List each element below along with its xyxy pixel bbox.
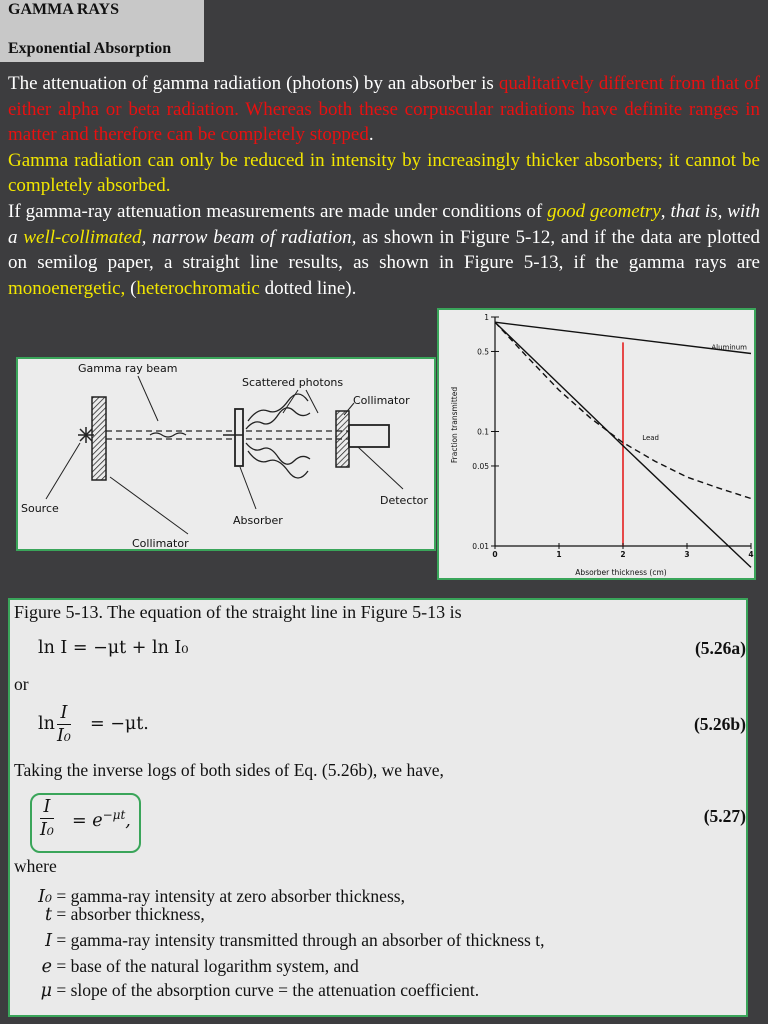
label-source: Source — [21, 502, 59, 515]
equation-5-26a-row — [10, 638, 746, 664]
equation-5-27-exponent: −μt — [102, 808, 126, 822]
definition-symbol: μ — [40, 981, 52, 1001]
label-absorber: Absorber — [233, 514, 283, 527]
body-text — [8, 71, 760, 301]
slide-subtitle: Exponential Absorption — [8, 40, 172, 57]
equation-5-26a-number: (5.26a) — [694, 638, 746, 658]
definition-symbol: e — [41, 957, 52, 977]
p3-text-c: , — [141, 226, 153, 248]
definition-symbol: I₀ — [38, 887, 52, 907]
label-scattered-photons: Scattered photons — [242, 376, 344, 389]
p3-text-b: , — [660, 200, 671, 222]
p3-that-is: that is, with a — [8, 200, 760, 248]
chart-series-label-lead: Lead — [642, 433, 660, 442]
chart-x-tick-label: 4 — [748, 550, 754, 559]
p3-text-f: dotted line). — [259, 277, 357, 299]
definition-text: = gamma-ray intensity transmitted through an absorber of thickness t, — [56, 930, 545, 950]
chart-y-tick-label: 0.01 — [472, 542, 489, 551]
attenuation-chart-panel — [437, 308, 756, 580]
chart-x-axis-label: Absorber thickness (cm) — [575, 568, 667, 577]
chart-y-tick-label: 0.05 — [472, 461, 489, 471]
equation-5-27-base: = e — [72, 810, 103, 831]
attenuation-chart — [439, 310, 754, 578]
equation-panel — [8, 598, 748, 1017]
equation-5-26b-ln: ln — [38, 714, 55, 734]
chart-y-axis-label: Fraction transmitted — [450, 386, 459, 464]
p3-narrow-beam: narrow beam of radiation, — [152, 226, 357, 248]
paragraph-2: Gamma radiation can only be reduced in intensity by increasingly thicker absorbers; it cannot be completely absorbed. — [8, 149, 760, 197]
p1-red-text: qualitatively different from that of either alpha or beta radiation. Whereas both these corpuscular radiations have definite ranges in matter and therefore can be completely stopped — [8, 73, 760, 146]
definition-row — [30, 904, 205, 925]
header-box — [0, 0, 204, 62]
equation-intro: Figure 5-13. The equation of the straight line in Figure 5-13 is — [14, 602, 462, 622]
p3-text-a: If gamma-ray attenuation measurements are made under conditions of — [8, 200, 548, 222]
equation-5-26b-row — [10, 702, 746, 752]
definition-text: = gamma-ray intensity at zero absorber thickness, — [56, 886, 405, 906]
right-collimator-shape — [336, 411, 349, 467]
chart-x-tick-label: 2 — [620, 550, 626, 559]
p3-monoenergetic: monoenergetic, — [8, 277, 126, 299]
chart-series-label-aluminum: Aluminum — [711, 343, 747, 352]
p1-end: . — [368, 124, 374, 146]
definition-text: = base of the natural logarithm system, and — [56, 956, 359, 976]
equation-5-27-row — [10, 796, 746, 846]
p3-text-e: ( — [125, 277, 137, 299]
left-collimator-shape — [92, 397, 106, 480]
equation-5-27-number: (5.27) — [703, 806, 746, 826]
chart-y-tick-label: 0.1 — [477, 427, 489, 437]
p3-heterochromatic: heterochromatic — [136, 277, 260, 299]
where-label: where — [14, 856, 57, 876]
fraction-numerator: I — [57, 702, 71, 725]
absorber-shape — [235, 409, 243, 466]
chart-y-tick-label: 0.5 — [477, 347, 489, 357]
setup-diagram-panel — [16, 357, 436, 551]
chart-x-tick-label: 1 — [556, 550, 562, 559]
or-label: or — [14, 674, 29, 694]
equation-5-27-rhs — [72, 808, 131, 831]
detector-shape — [349, 425, 389, 447]
p1-text: The attenuation of gamma radiation (photons) by an absorber is — [8, 73, 499, 94]
paragraph-1 — [8, 71, 760, 148]
slide-title: GAMMA RAYS — [8, 1, 119, 18]
chart-x-tick-label: 3 — [684, 550, 690, 559]
fraction-denominator: I₀ — [40, 820, 54, 840]
label-collimator-right: Collimator — [353, 394, 410, 407]
label-detector: Detector — [380, 494, 428, 507]
p3-text-d: as shown in Figure 5-12, and if the data are plotted on semilog paper, a straight line results, as shown in Figure 5-13, if the gamma rays are — [8, 226, 761, 274]
p3-good-geometry: good geometry — [547, 200, 661, 222]
p3-well-collimated: well-collimated — [23, 226, 142, 248]
equation-5-26b-fraction — [57, 702, 71, 747]
definition-row — [30, 956, 359, 977]
chart-x-tick-label: 0 — [492, 550, 498, 559]
fraction-denominator: I₀ — [57, 726, 71, 746]
definition-symbol: t — [44, 905, 52, 925]
definition-row — [30, 980, 479, 1001]
scattered-photons-shape — [150, 394, 310, 478]
definition-row — [30, 930, 544, 951]
chart-y-tick-label: 1 — [484, 313, 489, 322]
source-shape — [78, 427, 94, 443]
definition-text: = absorber thickness, — [56, 904, 205, 924]
equation-5-27-fraction — [40, 796, 54, 841]
inverse-logs-text: Taking the inverse logs of both sides of Eq. (5.26b), we have, — [14, 760, 444, 780]
setup-diagram — [18, 359, 434, 549]
fraction-numerator: I — [40, 796, 54, 819]
equation-5-26b-number: (5.26b) — [693, 714, 746, 734]
definition-text: = slope of the absorption curve = the attenuation coefficient. — [56, 980, 480, 1000]
equation-5-26b-rhs: = −μt. — [90, 714, 149, 734]
paragraph-3 — [8, 199, 760, 301]
equation-5-27-comma: , — [125, 810, 131, 831]
definition-symbol: I — [45, 931, 52, 951]
label-collimator-bottom: Collimator — [132, 537, 189, 549]
label-gamma-ray-beam: Gamma ray beam — [78, 362, 178, 375]
equation-5-26a: ln I = −μt + ln I₀ — [38, 638, 189, 658]
